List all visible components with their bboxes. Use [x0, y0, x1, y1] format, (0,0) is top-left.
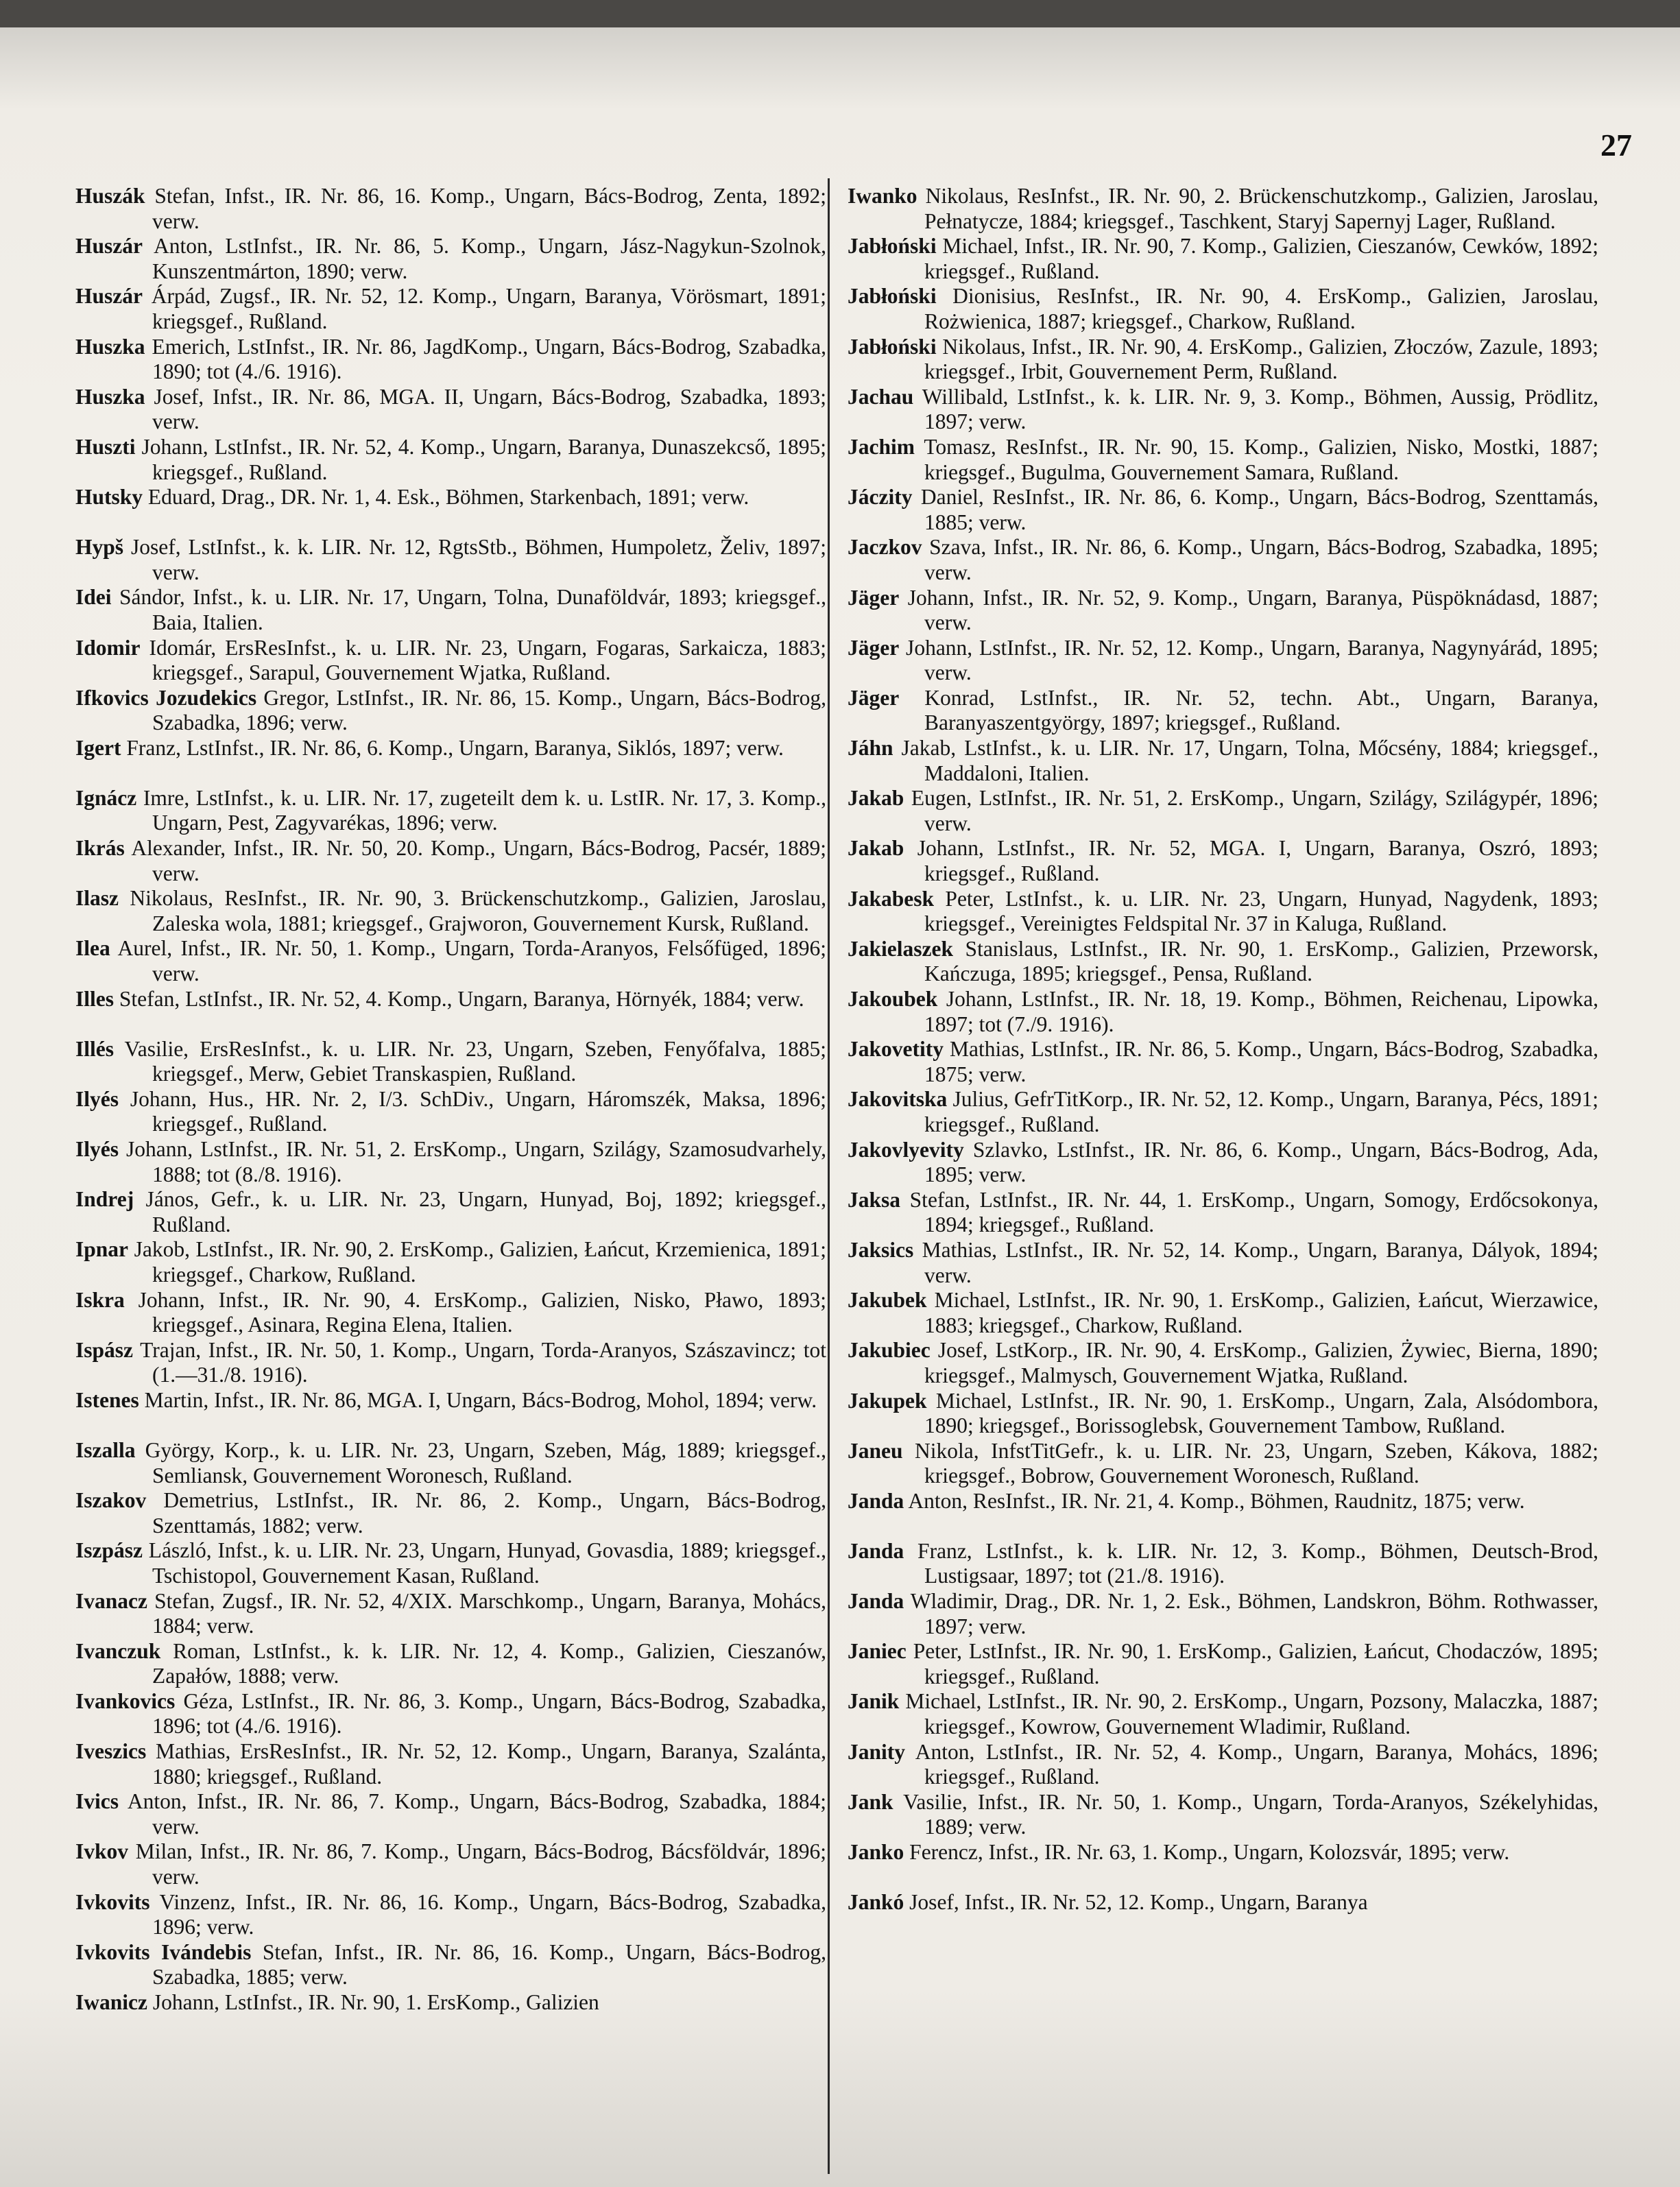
register-entry — [848, 1639, 1598, 1689]
entry-surname: Iszpász — [75, 1538, 143, 1563]
entry-surname: Ilyés — [75, 1086, 119, 1111]
entry-details: Tomasz, ResInfst., IR. Nr. 90, 15. Komp., Galizien, Nisko, Mostki, 1887; kriegsgef., Bugulma, Gouvernement Samara, Rußland. — [915, 434, 1598, 484]
register-entry — [848, 234, 1598, 284]
entry-surname: Huszka — [75, 334, 145, 359]
register-entry — [848, 1389, 1598, 1439]
register-entry — [848, 1439, 1598, 1489]
register-entry — [75, 335, 826, 385]
entry-details: Stanislaus, LstInfst., IR. Nr. 90, 1. ErsKomp., Galizien, Przeworsk, Kańczuga, 1895; kriegsgef., Pensa, Rußland. — [924, 936, 1598, 986]
entry-surname: Jakoubek — [848, 987, 938, 1011]
entry-surname: Ifkovics Jozudekics — [75, 685, 257, 710]
entry-surname: Ivkovits — [75, 1889, 150, 1914]
entry-surname: Jakab — [848, 786, 904, 811]
entry-details: Josef, LstInfst., k. k. LIR. Nr. 12, RgtsStb., Böhmen, Humpoletz, Želiv, 1897; verw. — [123, 535, 826, 584]
entry-surname: Jakielaszek — [848, 936, 953, 961]
entry-surname: Ilea — [75, 936, 110, 961]
entry-surname: Jakupek — [848, 1388, 927, 1413]
entry-surname: Jakubiec — [848, 1338, 931, 1363]
register-entry — [848, 937, 1598, 987]
entry-details: Sándor, Infst., k. u. LIR. Nr. 17, Ungarn, Tolna, Dunaföldvár, 1893; kriegsgef., Baia, Italien. — [111, 585, 826, 634]
entry-surname: Ivkov — [75, 1839, 129, 1864]
entry-details: Vinzenz, Infst., IR. Nr. 86, 16. Komp., Ungarn, Bács-Bodrog, Szabadka, 1896; verw. — [149, 1889, 826, 1939]
entry-surname: Ilyés — [75, 1137, 119, 1161]
register-entry — [75, 1338, 826, 1388]
register-entry — [75, 1438, 826, 1488]
entry-surname: Indrej — [75, 1187, 134, 1212]
entry-surname: Ivanczuk — [75, 1638, 161, 1663]
register-entry — [75, 1538, 826, 1588]
entry-surname: Ilasz — [75, 886, 119, 911]
register-entry — [75, 1789, 826, 1839]
register-entry — [848, 1790, 1598, 1840]
entry-surname: Jaksics — [848, 1237, 914, 1262]
entry-surname: Iszakov — [75, 1488, 147, 1513]
entry-surname: Janik — [848, 1689, 900, 1714]
entry-surname: Jäger — [848, 685, 900, 710]
entry-surname: Jaczkov — [848, 535, 922, 560]
entry-surname: Jank — [848, 1789, 893, 1814]
entry-surname: Ikrás — [75, 836, 125, 861]
entry-details: Eugen, LstInfst., IR. Nr. 51, 2. ErsKomp., Ungarn, Szilágy, Szilágypér, 1896; verw. — [904, 786, 1598, 835]
register-entry — [848, 435, 1598, 485]
entry-details: Trajan, Infst., IR. Nr. 50, 1. Komp., Ungarn, Torda-Aranyos, Szászavincz; tot (1.—31./8. 1916). — [133, 1337, 826, 1387]
register-entry — [848, 1489, 1598, 1539]
entry-details: Michael, LstInfst., IR. Nr. 90, 1. ErsKomp., Ungarn, Zala, Alsódombora, 1890; kriegsgef., Borissoglebsk, Gouvernement Tambow, Rußland. — [924, 1388, 1598, 1438]
entry-details: Michael, Infst., IR. Nr. 90, 7. Komp., Galizien, Cieszanów, Cewków, 1892; kriegsgef., Rußland. — [924, 234, 1598, 283]
entry-surname: Hypš — [75, 535, 124, 560]
register-entry — [75, 836, 826, 886]
entry-details: Idomár, ErsResInfst., k. u. LIR. Nr. 23, Ungarn, Fogaras, Sarkaicza, 1883; kriegsgef., Sarapul, Gouvernement Wjatka, Rußland. — [140, 635, 826, 685]
register-entry — [75, 485, 826, 535]
entry-details: Imre, LstInfst., k. u. LIR. Nr. 17, zugeteilt dem k. u. LstIR. Nr. 17, 3. Komp., Ungarn, Pest, Zagyvarékas, 1896; verw. — [136, 785, 826, 835]
entry-surname: Huszár — [75, 234, 143, 259]
entry-details: Eduard, Drag., DR. Nr. 1, 4. Esk., Böhmen, Starkenbach, 1891; verw. — [143, 485, 749, 510]
register-entry — [75, 184, 826, 234]
entry-details: Willibald, LstInfst., k. k. LIR. Nr. 9, 3. Komp., Böhmen, Aussig, Prödlitz, 1897; verw. — [913, 384, 1598, 434]
entry-details: Dionisius, ResInfst., IR. Nr. 90, 4. ErsKomp., Galizien, Jaroslau, Rożwienica, 1887; kriegsgef., Charkow, Rußland. — [924, 284, 1598, 333]
entry-details: Michael, LstInfst., IR. Nr. 90, 1. ErsKomp., Galizien, Łańcut, Wierzawice, 1883; kriegsgef., Charkow, Rußland. — [924, 1288, 1598, 1337]
entry-surname: Janda — [848, 1589, 904, 1614]
entry-surname: Jaksa — [848, 1187, 901, 1212]
entry-details: Stefan, Infst., IR. Nr. 86, 16. Komp., Ungarn, Bács-Bodrog, Zenta, 1892; verw. — [145, 184, 826, 233]
register-entry — [848, 586, 1598, 636]
entry-details: Johann, LstInfst., IR. Nr. 18, 19. Komp., Böhmen, Reichenau, Lipowka, 1897; tot (7./9. 1916). — [924, 987, 1598, 1036]
register-entry — [848, 786, 1598, 836]
register-entry — [848, 385, 1598, 435]
register-entry — [848, 1689, 1598, 1739]
entry-details: Anton, Infst., IR. Nr. 86, 7. Komp., Ungarn, Bács-Bodrog, Szabadka, 1884; verw. — [119, 1789, 826, 1839]
register-entry — [75, 686, 826, 736]
register-entry — [848, 1138, 1598, 1188]
entry-details: Michael, LstInfst., IR. Nr. 90, 2. ErsKomp., Ungarn, Pozsony, Malaczka, 1887; kriegsgef., Kowrow, Gouvernement Wladimir, Rußland. — [899, 1689, 1598, 1739]
entry-surname: Istenes — [75, 1387, 139, 1412]
entry-details: Josef, Infst., IR. Nr. 52, 12. Komp., Ungarn, Baranya — [904, 1890, 1368, 1914]
register-entry — [848, 184, 1598, 234]
entry-surname: Huszka — [75, 384, 145, 409]
entry-surname: Jakubek — [848, 1288, 927, 1313]
register-entry — [75, 1237, 826, 1287]
entry-surname: Jakovetity — [848, 1037, 944, 1062]
entry-details: Mathias, LstInfst., IR. Nr. 52, 14. Komp., Ungarn, Baranya, Dályok, 1894; verw. — [913, 1237, 1598, 1287]
entry-details: Szlavko, LstInfst., IR. Nr. 86, 6. Komp., Ungarn, Bács-Bodrog, Ada, 1895; verw. — [924, 1137, 1598, 1187]
entry-surname: Iszalla — [75, 1437, 136, 1462]
entry-details: Nikolaus, ResInfst., IR. Nr. 90, 2. Brückenschutzkomp., Galizien, Jaroslau, Pełnatycze, 1884; kriegsgef., Taschkent, Staryj Sapernyj Lager, Rußland. — [917, 184, 1598, 233]
entry-details: Wladimir, Drag., DR. Nr. 1, 2. Esk., Böhmen, Landskron, Böhm. Rothwasser, 1897; verw. — [904, 1589, 1598, 1638]
entry-details: Ferencz, Infst., IR. Nr. 63, 1. Komp., Ungarn, Kolozsvár, 1895; verw. — [904, 1840, 1510, 1864]
entry-details: Árpád, Zugsf., IR. Nr. 52, 12. Komp., Ungarn, Baranya, Vörösmart, 1891; kriegsgef., Rußland. — [143, 284, 826, 333]
register-entry — [848, 1288, 1598, 1338]
entry-surname: Iwanicz — [75, 1990, 147, 2014]
register-entry — [848, 485, 1598, 535]
entry-details: Johann, LstInfst., IR. Nr. 52, MGA. I, Ungarn, Baranya, Oszró, 1893; kriegsgef., Rußland. — [904, 836, 1598, 886]
entry-surname: Jachau — [848, 384, 914, 409]
entry-details: Johann, LstInfst., IR. Nr. 52, 4. Komp., Ungarn, Baranya, Dunaszekcső, 1895; kriegsgef., Rußland. — [135, 434, 826, 484]
register-entry — [75, 284, 826, 334]
entry-details: Josef, LstKorp., IR. Nr. 90, 4. ErsKomp., Galizien, Żywiec, Bierna, 1890; kriegsgef., Malmysch, Gouvernement Wjatka, Rußland. — [924, 1338, 1598, 1387]
entry-surname: Jakovitska — [848, 1087, 948, 1112]
entry-surname: Jáhn — [848, 736, 893, 761]
register-entry — [848, 1338, 1598, 1388]
entry-details: Daniel, ResInfst., IR. Nr. 86, 6. Komp., Ungarn, Bács-Bodrog, Szenttamás, 1885; verw. — [912, 485, 1598, 534]
register-entry — [75, 1689, 826, 1739]
register-entry — [75, 535, 826, 585]
entry-surname: Jakabesk — [848, 886, 935, 911]
register-entry — [75, 1388, 826, 1438]
register-entry — [75, 1940, 826, 1990]
entry-details: Franz, LstInfst., k. k. LIR. Nr. 12, 3. Komp., Böhmen, Deutsch-Brod, Lustigsaar, 1897; tot (21./8. 1916). — [904, 1538, 1598, 1588]
entry-surname: Janiec — [848, 1639, 907, 1664]
entry-surname: Huszár — [75, 284, 143, 309]
register-entry — [848, 1890, 1598, 1940]
entry-surname: Janda — [848, 1488, 904, 1513]
entry-surname: Janda — [848, 1538, 904, 1563]
entry-details: Aurel, Infst., IR. Nr. 50, 1. Komp., Ungarn, Torda-Aranyos, Felsőfüged, 1896; verw. — [110, 936, 826, 986]
register-entry — [848, 1539, 1598, 1589]
register-entry — [848, 1037, 1598, 1087]
entry-details: Jakob, LstInfst., IR. Nr. 90, 2. ErsKomp., Galizien, Łańcut, Krzemienica, 1891; kriegsgef., Charkow, Rußland. — [128, 1237, 826, 1287]
entry-details: Demetrius, LstInfst., IR. Nr. 86, 2. Komp., Ungarn, Bács-Bodrog, Szenttamás, 1882; verw. — [146, 1488, 826, 1538]
entry-surname: Janko — [848, 1840, 904, 1864]
entry-details: Géza, LstInfst., IR. Nr. 86, 3. Komp., Ungarn, Bács-Bodrog, Szabadka, 1896; tot (4./6. 1916). — [152, 1688, 826, 1738]
register-entry — [75, 1037, 826, 1087]
entry-surname: Ivics — [75, 1789, 119, 1814]
entry-details: Roman, LstInfst., k. k. LIR. Nr. 12, 4. Komp., Galizien, Cieszanów, Zapałów, 1888; verw. — [152, 1638, 826, 1688]
entry-details: Alexander, Infst., IR. Nr. 50, 20. Komp., Ungarn, Bács-Bodrog, Pacsér, 1889; verw. — [124, 836, 826, 885]
entry-surname: Ignácz — [75, 785, 137, 810]
entry-details: Johann, Infst., IR. Nr. 90, 4. ErsKomp., Galizien, Nisko, Pławo, 1893; kriegsgef., Asinara, Regina Elena, Italien. — [124, 1287, 826, 1337]
register-entry — [848, 284, 1598, 334]
register-entry — [848, 335, 1598, 385]
entry-surname: Ipnar — [75, 1237, 129, 1262]
entry-details: Vasilie, ErsResInfst., k. u. LIR. Nr. 23, Ungarn, Szeben, Fenyőfalva, 1885; kriegsgef., Merw, Gebiet Transkaspien, Rußland. — [114, 1036, 826, 1086]
entry-surname: Janeu — [848, 1438, 903, 1463]
register-entry — [848, 636, 1598, 686]
entry-details: Nikolaus, Infst., IR. Nr. 90, 4. ErsKomp., Galizien, Złoczów, Zazule, 1893; kriegsgef., Irbit, Gouvernement Perm, Rußland. — [924, 334, 1598, 384]
entry-details: Nikola, InfstTitGefr., k. u. LIR. Nr. 23, Ungarn, Szeben, Kákova, 1882; kriegsgef., Bobrow, Gouvernement Woronesch, Rußland. — [902, 1438, 1598, 1488]
entry-surname: Jankó — [848, 1890, 904, 1914]
register-entry — [75, 435, 826, 485]
entry-details: Peter, LstInfst., IR. Nr. 90, 1. ErsKomp., Galizien, Łańcut, Chodaczów, 1895; kriegsgef., Rußland. — [906, 1639, 1598, 1688]
entry-details: Jakab, LstInfst., k. u. LIR. Nr. 17, Ungarn, Tolna, Mőcsény, 1884; kriegsgef., Maddaloni, Italien. — [893, 736, 1598, 785]
entry-surname: Huszti — [75, 434, 136, 459]
entry-surname: Jachim — [848, 434, 915, 459]
entry-details: Nikolaus, ResInfst., IR. Nr. 90, 3. Brückenschutzkomp., Galizien, Jaroslau, Zaleska wola, 1881; kriegsgef., Grajworon, Gouvernement Kursk, Rußland. — [119, 886, 826, 935]
register-entry — [848, 987, 1598, 1037]
entry-details: Milan, Infst., IR. Nr. 86, 7. Komp., Ungarn, Bács-Bodrog, Bácsföldvár, 1896; verw. — [128, 1839, 826, 1889]
entry-details: Emerich, LstInfst., IR. Nr. 86, JagdKomp., Ungarn, Bács-Bodrog, Szabadka, 1890; tot (4./6. 1916). — [145, 334, 826, 384]
entry-surname: Jäger — [848, 635, 900, 660]
entry-surname: Iveszics — [75, 1739, 147, 1764]
entry-details: Peter, LstInfst., k. u. LIR. Nr. 23, Ungarn, Hunyad, Nagydenk, 1893; kriegsgef., Vereinigtes Feldspital Nr. 37 in Kaluga, Rußland. — [924, 886, 1598, 936]
entry-details: Anton, LstInfst., IR. Nr. 86, 5. Komp., Ungarn, Jász-Nagykun-Szolnok, Kunszentmárton, 1890; verw. — [143, 234, 826, 283]
entry-details: Anton, LstInfst., IR. Nr. 52, 4. Komp., Ungarn, Baranya, Mohács, 1896; kriegsgef., Rußland. — [905, 1739, 1598, 1789]
register-entry — [75, 786, 826, 836]
register-entry — [75, 1739, 826, 1789]
register-entry — [75, 636, 826, 686]
register-entry — [848, 1840, 1598, 1890]
entry-surname: Jabłoński — [848, 234, 937, 259]
entry-details: Johann, LstInfst., IR. Nr. 51, 2. ErsKomp., Ungarn, Szilágy, Szamosudvarhely, 1888; tot (8./8. 1916). — [119, 1137, 826, 1186]
entry-details: Stefan, Zugsf., IR. Nr. 52, 4/XIX. Marschkomp., Ungarn, Baranya, Mohács, 1884; verw. — [147, 1588, 826, 1638]
register-entry — [75, 1589, 826, 1639]
register-entry — [75, 1488, 826, 1538]
entry-details: Vasilie, Infst., IR. Nr. 50, 1. Komp., Ungarn, Torda-Aranyos, Székelyhidas, 1889; verw. — [893, 1789, 1598, 1839]
register-entry — [75, 1288, 826, 1338]
entry-details: György, Korp., k. u. LIR. Nr. 23, Ungarn, Szeben, Mág, 1889; kriegsgef., Semliansk, Gouvernement Woronesch, Rußland. — [135, 1437, 826, 1487]
entry-details: Johann, LstInfst., IR. Nr. 52, 12. Komp., Ungarn, Baranya, Nagynyárád, 1895; verw. — [899, 635, 1598, 685]
entry-details: Johann, LstInfst., IR. Nr. 90, 1. ErsKomp., Galizien — [147, 1990, 599, 2014]
entry-surname: Jabłoński — [848, 284, 937, 309]
register-entry — [848, 535, 1598, 585]
register-entry — [75, 1890, 826, 1940]
entry-surname: Ivkovits Ivándebis — [75, 1939, 252, 1964]
register-entry — [848, 686, 1598, 736]
register-entry — [75, 1137, 826, 1187]
entry-details: János, Gefr., k. u. LIR. Nr. 23, Ungarn, Hunyad, Boj, 1892; kriegsgef., Rußland. — [134, 1187, 826, 1236]
entry-surname: Idomir — [75, 635, 141, 660]
entry-details: Anton, ResInfst., IR. Nr. 21, 4. Komp., Böhmen, Raudnitz, 1875; verw. — [904, 1488, 1525, 1513]
entry-surname: Jakab — [848, 836, 904, 861]
entry-surname: Illes — [75, 986, 115, 1011]
register-entry — [848, 1087, 1598, 1137]
entry-details: Johann, Hus., HR. Nr. 2, I/3. SchDiv., Ungarn, Háromszék, Maksa, 1896; kriegsgef., Rußland. — [119, 1086, 826, 1136]
entry-details: Johann, Infst., IR. Nr. 52, 9. Komp., Ungarn, Baranya, Püspöknádasd, 1887; verw. — [899, 585, 1598, 635]
entry-surname: Jakovlyevity — [848, 1137, 964, 1162]
scan-top-edge — [0, 0, 1680, 27]
entry-surname: Jäger — [848, 585, 900, 610]
register-entry — [848, 1740, 1598, 1790]
register-entry — [75, 987, 826, 1037]
register-entry — [75, 1087, 826, 1137]
register-entry — [848, 1589, 1598, 1639]
register-entry — [75, 1839, 826, 1889]
entry-details: Josef, Infst., IR. Nr. 86, MGA. II, Ungarn, Bács-Bodrog, Szabadka, 1893; verw. — [145, 384, 826, 434]
entry-surname: Ispász — [75, 1337, 134, 1362]
register-entry — [75, 886, 826, 936]
column-divider — [828, 178, 830, 2174]
entry-surname: Ivankovics — [75, 1688, 176, 1713]
entry-surname: Iwanko — [848, 184, 917, 208]
register-entry — [75, 936, 826, 986]
register-entry — [75, 1187, 826, 1237]
register-entry — [75, 1639, 826, 1689]
entry-details: Franz, LstInfst., IR. Nr. 86, 6. Komp., Ungarn, Baranya, Siklós, 1897; verw. — [121, 735, 784, 760]
entry-details: Stefan, Infst., IR. Nr. 86, 16. Komp., Ungarn, Bács-Bodrog, Szabadka, 1885; verw. — [152, 1939, 826, 1989]
register-entry — [848, 736, 1598, 786]
entry-surname: Jabłoński — [848, 334, 937, 359]
entry-details: Stefan, LstInfst., IR. Nr. 44, 1. ErsKomp., Ungarn, Somogy, Erdőcsokonya, 1894; kriegsgef., Rußland. — [900, 1187, 1598, 1237]
register-entry — [75, 1990, 826, 2040]
entry-surname: Igert — [75, 735, 121, 760]
register-entry — [848, 1238, 1598, 1288]
entry-details: Gregor, LstInfst., IR. Nr. 86, 15. Komp., Ungarn, Bács-Bodrog, Szabadka, 1896; verw. — [152, 685, 826, 735]
entry-details: Szava, Infst., IR. Nr. 86, 6. Komp., Ungarn, Bács-Bodrog, Szabadka, 1895; verw. — [922, 535, 1598, 584]
left-column — [75, 184, 826, 2040]
entry-surname: Huszák — [75, 184, 145, 208]
entry-details: Martin, Infst., IR. Nr. 86, MGA. I, Ungarn, Bács-Bodrog, Mohol, 1894; verw. — [139, 1387, 817, 1412]
entry-surname: Hutsky — [75, 485, 143, 510]
entry-details: László, Infst., k. u. LIR. Nr. 23, Ungarn, Hunyad, Govasdia, 1889; kriegsgef., Tschistopol, Gouvernement Kasan, Rußland. — [143, 1538, 826, 1588]
entry-details: Julius, GefrTitKorp., IR. Nr. 52, 12. Komp., Ungarn, Baranya, Pécs, 1891; kriegsgef., Rußland. — [924, 1087, 1598, 1136]
entry-surname: Ivanacz — [75, 1588, 147, 1613]
register-entry — [75, 234, 826, 284]
entry-surname: Idei — [75, 585, 112, 610]
register-entry — [75, 385, 826, 435]
entry-surname: Illés — [75, 1036, 115, 1061]
page-number: 27 — [1600, 128, 1632, 163]
register-entry — [848, 836, 1598, 886]
entry-details: Mathias, ErsResInfst., IR. Nr. 52, 12. Komp., Ungarn, Baranya, Szalánta, 1880; kriegsgef., Rußland. — [146, 1739, 826, 1789]
entry-surname: Janity — [848, 1739, 906, 1764]
register-entry — [75, 585, 826, 635]
entry-surname: Iskra — [75, 1287, 125, 1312]
entry-details: Konrad, LstInfst., IR. Nr. 52, techn. Abt., Ungarn, Baranya, Baranyaszentgyörgy, 1897; kriegsgef., Rußland. — [899, 685, 1598, 735]
register-entry — [848, 1188, 1598, 1238]
entry-details: Stefan, LstInfst., IR. Nr. 52, 4. Komp., Ungarn, Baranya, Hörnyék, 1884; verw. — [114, 986, 804, 1011]
register-entry — [75, 736, 826, 786]
entry-details: Mathias, LstInfst., IR. Nr. 86, 5. Komp., Ungarn, Bács-Bodrog, Szabadka, 1875; verw. — [924, 1037, 1598, 1086]
entry-surname: Jáczity — [848, 485, 913, 510]
register-entry — [848, 887, 1598, 937]
right-column — [848, 184, 1598, 1940]
